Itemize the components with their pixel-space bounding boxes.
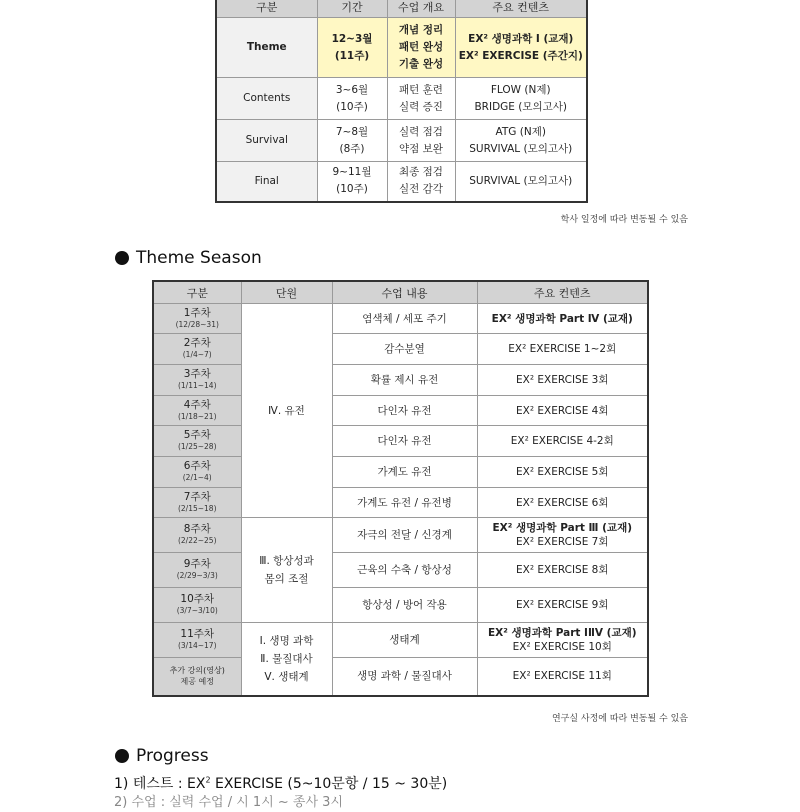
header-unit: 단원 [241,281,332,304]
table-row [153,426,648,457]
week-dates: (3/14~17) [177,641,217,650]
overview-line: 약점 보완 [399,142,443,155]
header-category: 구분 [153,281,241,304]
unit-line: Ⅲ. 항상성과 [259,555,314,567]
overview-line: 패턴 완성 [398,41,444,53]
week-label: 7주차 [183,490,211,503]
season-label: Contents [216,78,317,120]
period-line: 3~6월 [335,83,369,96]
week-cell [153,488,241,518]
unit-cell [241,623,332,696]
week-cell [153,518,241,553]
overview-line: 실력 점검 [399,125,443,138]
week-dates: (2/1~4) [182,473,212,482]
contents-line: EX² EXERCISE (주간지) [458,49,583,62]
unit-line: 몸의 조절 [264,573,309,585]
superscript: 2 [205,775,211,785]
week-cell [153,623,241,658]
week-cell [153,588,241,623]
week-label: 9주차 [183,558,211,570]
main-contents-cell [477,426,648,457]
week-dates: (1/4~7) [182,350,212,359]
unit-line: Ⅰ. 생명 과학 [259,634,314,647]
header-lesson-content: 수업 내용 [332,281,477,304]
main-contents-line: EX² EXERCISE 4-2회 [510,435,614,447]
main-contents-line: EX² EXERCISE 9회 [516,599,609,611]
week-dates: 제공 예정 [180,677,214,687]
unit-cell [241,518,332,623]
week-dates: (2/22~25) [177,536,217,545]
week-label: 10주차 [180,593,215,605]
table-row [153,457,648,488]
overview-line: 개념 정리 [398,24,444,36]
season-overview-table [215,0,588,203]
table-row [153,365,648,396]
season-label: Survival [216,120,317,162]
header-contents: 주요 컨텐츠 [455,0,587,18]
unit-line: Ⅱ. 물질대사 [260,652,313,665]
header-category: 구분 [216,0,317,18]
period-line: (10주) [336,183,368,196]
schedule-note: 학사 일정에 따라 변동될 수 있음 [560,215,688,225]
table-row [153,658,648,696]
table-row [216,120,587,162]
overview-cell [387,78,455,120]
week-dates: (2/15~18) [177,503,217,513]
main-contents-line: EX² EXERCISE 8회 [516,564,609,576]
table-header-row [153,281,648,304]
main-contents-cell [477,365,648,396]
theme-season-table [152,280,649,697]
week-label: 11주차 [180,628,215,640]
contents-cell [455,162,587,202]
table-row [216,162,587,202]
main-contents-line: EX² EXERCISE 7회 [516,536,609,548]
week-label: 3주차 [183,368,211,380]
bullet-icon [115,749,129,763]
main-contents-cell [477,334,648,365]
main-contents-cell [477,304,648,334]
header-main-contents: 주요 컨텐츠 [477,281,648,304]
table-row [153,334,648,365]
contents-cell [455,78,587,120]
period-line: 9~11월 [332,166,372,179]
progress-item-test [114,773,447,793]
week-cell [153,396,241,426]
overview-cell [387,162,455,202]
table-row [153,488,648,518]
overview-line: 실력 증진 [399,100,443,113]
period-cell [317,78,387,120]
period-cell [317,162,387,202]
header-period: 기간 [317,0,387,18]
main-contents-line: EX² EXERCISE 6회 [516,496,609,509]
table-row [216,18,587,78]
main-contents-line: EX² EXERCISE 10회 [512,641,612,653]
main-contents-cell [477,518,648,553]
week-label: 4주차 [183,398,211,411]
week-dates: (2/29~3/3) [176,571,218,580]
week-dates: (3/7~3/10) [176,606,218,615]
week-cell [153,304,241,334]
main-contents-line: EX² 생명과학 Part ⅠⅡⅤ (교재) [487,627,637,639]
overview-line: 최종 점검 [399,166,443,179]
main-contents-line: EX² 생명과학 Part Ⅳ (교재) [491,312,633,325]
season-label: Theme [216,18,317,78]
main-contents-line: EX² EXERCISE 3회 [516,374,609,386]
progress-heading [115,746,209,766]
main-contents-line: EX² 생명과학 Part Ⅲ (교재) [492,522,633,534]
contents-line: ATG (N제) [495,125,546,138]
overview-line: 패턴 훈련 [399,83,443,96]
period-line: 7~8월 [335,125,369,138]
bullet-icon [115,251,129,265]
week-cell [153,553,241,588]
lesson-content-cell: 항상성 / 방어 작용 [332,588,477,623]
section-title: Progress [136,746,209,766]
main-contents-cell [477,623,648,658]
contents-line: BRIDGE (모의고사) [474,100,568,113]
overview-line: 실전 감각 [399,183,443,196]
week-label: 추가 강의(영상) [169,666,225,676]
contents-cell [455,120,587,162]
header-overview: 수업 개요 [387,0,455,18]
lesson-content-cell: 자극의 전달 / 신경계 [332,518,477,553]
table-row [153,553,648,588]
lesson-content-cell: 근육의 수축 / 항상성 [332,553,477,588]
contents-line: SURVIVAL (모의고사) [469,174,573,187]
contents-line: FLOW (N제) [490,83,551,96]
research-note: 연구실 사정에 따라 변동될 수 있음 [551,714,688,724]
lesson-content-cell: 가계도 유전 [332,457,477,488]
overview-cell [387,120,455,162]
progress-text: 1) 테스트 : EX [114,776,206,792]
week-cell [153,457,241,488]
main-contents-cell [477,457,648,488]
week-dates: (12/28~31) [175,319,219,329]
period-cell [317,120,387,162]
week-cell [153,334,241,365]
lesson-content-cell: 염색체 / 세포 주기 [332,304,477,334]
week-label: 1주차 [183,306,211,319]
period-cell [317,18,387,78]
period-line: 12~3월 [331,32,373,45]
table-header-row [216,0,587,18]
section-title: Theme Season [136,248,262,268]
lesson-content-cell: 다인자 유전 [332,426,477,457]
main-contents-line: EX² EXERCISE 1~2회 [508,343,617,355]
main-contents-cell [477,658,648,696]
week-dates: (1/25~28) [177,442,217,451]
lesson-content-cell: 다인자 유전 [332,396,477,426]
progress-text: EXERCISE (5~10문항 / 15 ~ 30분) [210,776,448,792]
period-line: (10주) [336,100,368,113]
progress-item-lesson: 2) 수업 : 실력 수업 / 시 1시 ~ 종사 3시 [114,795,343,810]
lesson-content-cell: 확률 제시 유전 [332,365,477,396]
main-contents-line: EX² EXERCISE 11회 [512,670,612,683]
table-row [153,623,648,658]
lesson-content-cell: 생명 과학 / 물질대사 [332,658,477,696]
overview-cell [387,18,455,78]
overview-line: 기출 완성 [398,58,444,70]
table-row [153,304,648,334]
main-contents-line: EX² EXERCISE 4회 [516,404,609,417]
table-row [216,78,587,120]
week-label: 2주차 [183,337,211,349]
unit-cell [241,304,332,518]
main-contents-cell [477,488,648,518]
week-label: 8주차 [183,523,211,535]
contents-cell [455,18,587,78]
main-contents-cell [477,396,648,426]
lesson-content-cell: 감수분열 [332,334,477,365]
lesson-content-cell: 가계도 유전 / 유전병 [332,488,477,518]
lesson-content-cell: 생태계 [332,623,477,658]
period-line: (8주) [339,142,365,155]
table-row [153,588,648,623]
period-line: (11주) [334,49,370,62]
table-row [153,396,648,426]
unit-line: Ⅳ. 유전 [268,404,305,417]
week-cell [153,365,241,396]
main-contents-cell [477,553,648,588]
season-label: Final [216,162,317,202]
week-label: 6주차 [183,460,211,472]
week-label: 5주차 [183,429,211,441]
week-dates: (1/11~14) [177,381,217,390]
theme-season-heading [115,248,262,268]
table-row [153,518,648,553]
contents-line: SURVIVAL (모의고사) [469,142,573,155]
main-contents-line: EX² EXERCISE 5회 [516,466,609,478]
unit-line: Ⅴ. 생태계 [264,670,309,683]
week-cell [153,658,241,696]
main-contents-cell [477,588,648,623]
contents-line: EX² 생명과학 I (교재) [468,32,574,45]
week-dates: (1/18~21) [177,411,217,421]
week-cell [153,426,241,457]
